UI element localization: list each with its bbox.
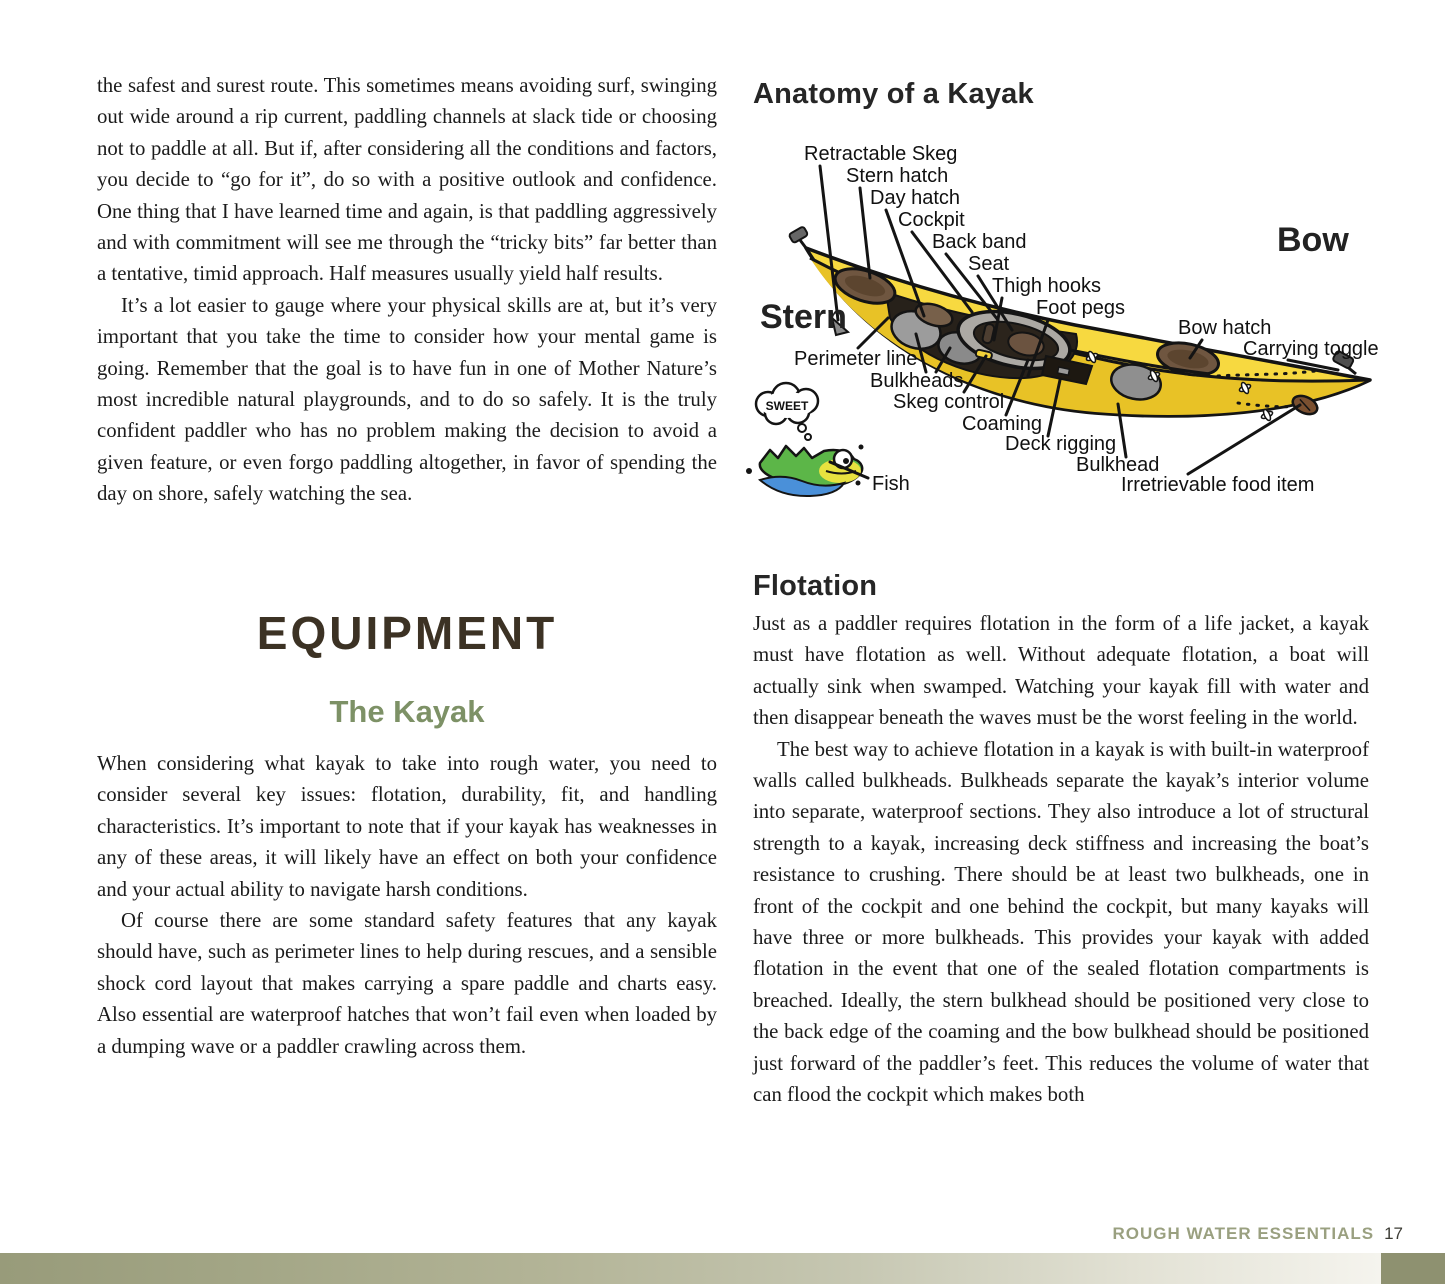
label-stern-hatch: Stern hatch [846, 165, 949, 187]
page-number: 17 [1384, 1224, 1403, 1243]
label-bulkheads: Bulkheads [870, 370, 964, 392]
label-back-band: Back band [932, 231, 1027, 253]
thought-bubble [756, 383, 818, 440]
kayak-anatomy-diagram [740, 118, 1440, 518]
equipment-heading: EQUIPMENT [256, 607, 558, 659]
book-title: ROUGH WATER ESSENTIALS [1112, 1224, 1375, 1243]
label-skeg-control: Skeg control [893, 391, 1005, 413]
flotation-text [753, 608, 1369, 1111]
label-fish: Fish [872, 473, 910, 495]
the-kayak-subheading: The Kayak [329, 694, 485, 729]
fish-thought-text: SWEET [765, 399, 809, 413]
running-footer [1112, 1224, 1403, 1244]
anatomy-heading: Anatomy of a Kayak [753, 78, 1034, 110]
body-paragraph: The best way to achieve flotation in a kayak is with built-in waterproof walls called bulkheads. Bulkheads separate the kayak’s interior volume into separate, waterproof sections. They also introduce a lot of structural strength to a kayak, increasing deck stiffness and increasing the boat’s resistance to crushing. There should be at least two bulkheads, one in front of the cockpit and one behind the cockpit, but many kayaks will have three or more bulkheads. This provides your kayak with added flotation in the event that one of the sealed flotation compartments is breached. Ideally, the stern bulkhead should be positioned very close to the back edge of the coaming and the bow bulkhead should be positioned just forward of the paddler’s feet. This reduces the volume of water that can flood the cockpit which makes both [753, 737, 1369, 1107]
label-bow: Bow [1277, 221, 1349, 259]
label-thigh-hooks: Thigh hooks [992, 275, 1101, 297]
label-deck-rigging: Deck rigging [1005, 433, 1117, 455]
fish-cartoon [746, 383, 864, 496]
flotation-heading: Flotation [753, 570, 878, 602]
label-retractable-skeg: Retractable Skeg [804, 143, 958, 165]
label-irretrievable-food-item: Irretrievable food item [1121, 474, 1315, 496]
body-paragraph: the safest and surest route. This sometimes means avoiding surf, swinging out wide around a rip current, paddling channels at slack tide or choosing not to paddle at all. But if, after considering all the conditions and factors, you decide to “go for it”, do so with a positive outlook and confidence. One thing that I have learned time and again, is that paddling aggressively and with commitment will see me through the “tricky bits” far better than a tentative, timid approach. Half measures usually yield half results. [97, 74, 717, 286]
body-paragraph: Just as a paddler requires flotation in the form of a life jacket, a kayak must have flotation as well. Without adequate flotation, a boat will actually sink when swamped. Watching your kayak fill with water and then disappear beneath the waves must be the worst feeling in the world. [753, 612, 1369, 730]
body-paragraph: Of course there are some standard safety features that any kayak should have, such as perimeter lines to help during rescues, and a sensible shock cord layout that makes carrying a spare paddle and charts easy. Also essential are waterproof hatches that won’t fail even when loaded by a dumping wave or a paddler crawling across them. [97, 909, 717, 1058]
label-bow-hatch: Bow hatch [1178, 317, 1272, 339]
label-foot-pegs: Foot pegs [1036, 297, 1125, 319]
left-column-kayak-text [97, 748, 717, 1062]
label-day-hatch: Day hatch [870, 187, 961, 209]
label-bulkhead: Bulkhead [1076, 454, 1160, 476]
label-coaming: Coaming [962, 413, 1043, 435]
body-paragraph: It’s a lot easier to gauge where your physical skills are at, but it’s very important that you take the time to consider how your mental game is going. Remember that the goal is to have fun in one of Mother Nature’s most incredible natural playgrounds, and to do so safely. It is the truly confident paddler who has no problem making the decision to avoid a given feature, or even forgo paddling altogether, in favor of spending the day on shore, safely watching the sea. [97, 293, 717, 506]
footer-bar-end-block [1381, 1253, 1445, 1284]
label-seat: Seat [968, 253, 1010, 275]
label-carrying-toggle: Carrying toggle [1243, 338, 1379, 360]
footer-gradient-bar [0, 1253, 1381, 1284]
label-stern: Stern [760, 298, 847, 336]
label-perimeter-line: Perimeter line [794, 348, 918, 370]
stern-toggle [789, 226, 809, 248]
body-paragraph: When considering what kayak to take into rough water, you need to consider several key issues: flotation, durability, fit, and handling characteristics. It’s important to note that if your kayak has weaknesses in any of these areas, it will likely have an effect on both your confidence and your actual ability to navigate harsh conditions. [97, 752, 717, 901]
left-column-intro [97, 70, 717, 510]
label-cockpit: Cockpit [898, 209, 965, 231]
